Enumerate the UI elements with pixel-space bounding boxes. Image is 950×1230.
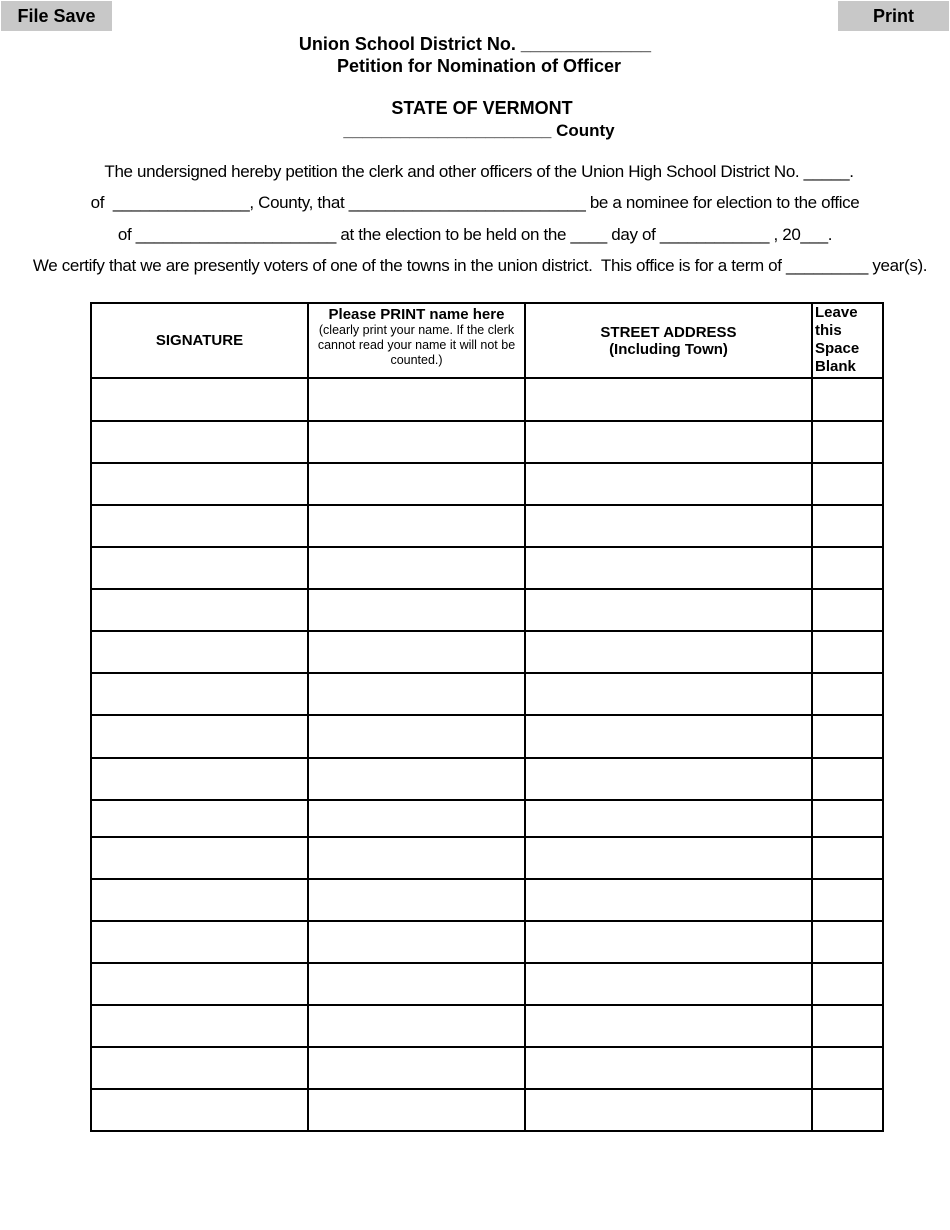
table-row	[91, 421, 883, 463]
statement-line-4: We certify that we are presently voters of one of the towns in the union district. This office is for a term of _________ year(s).	[32, 256, 928, 275]
print-name-cell[interactable]	[308, 378, 525, 421]
office-use-cell	[812, 879, 883, 921]
office-use-cell	[812, 631, 883, 673]
table-row	[91, 547, 883, 589]
street-address-cell[interactable]	[525, 921, 812, 963]
signature-cell[interactable]	[91, 378, 308, 421]
street-address-cell[interactable]	[525, 421, 812, 463]
signature-header: SIGNATURE	[91, 303, 308, 378]
table-row	[91, 837, 883, 879]
including-town-label: (Including Town)	[609, 340, 728, 358]
print-name-cell[interactable]	[308, 921, 525, 963]
signature-cell[interactable]	[91, 715, 308, 758]
statement-line-1: The undersigned hereby petition the clerk and other officers of the Union High School District No. _____.	[104, 162, 854, 181]
print-name-cell[interactable]	[308, 631, 525, 673]
leave-blank-line-2: this	[815, 322, 842, 339]
statement-line-3: of ______________________ at the election to be held on the ____ day of ____________ , 20___.	[117, 225, 833, 244]
county-line: ______________________ County	[343, 121, 615, 140]
print-name-cell[interactable]	[308, 963, 525, 1005]
table-header-row	[91, 303, 883, 378]
print-name-note: (clearly print your name. If the clerk cannot read your name it will not be counted.)	[317, 323, 516, 367]
street-address-cell[interactable]	[525, 800, 812, 837]
table-row	[91, 378, 883, 421]
street-address-cell[interactable]	[525, 1089, 812, 1131]
signature-cell[interactable]	[91, 1089, 308, 1131]
print-name-cell[interactable]	[308, 715, 525, 758]
street-address-label: STREET ADDRESS	[600, 323, 737, 341]
street-address-cell[interactable]	[525, 547, 812, 589]
street-address-cell[interactable]	[525, 673, 812, 715]
office-use-cell	[812, 547, 883, 589]
street-address-cell[interactable]	[525, 463, 812, 505]
signature-rows	[91, 378, 883, 1131]
signature-cell[interactable]	[91, 463, 308, 505]
table-row	[91, 631, 883, 673]
office-use-cell	[812, 921, 883, 963]
signature-cell[interactable]	[91, 879, 308, 921]
table-row	[91, 921, 883, 963]
print-button[interactable]: Print	[838, 1, 949, 31]
signature-cell[interactable]	[91, 673, 308, 715]
signature-cell[interactable]	[91, 921, 308, 963]
file-save-button[interactable]: File Save	[1, 1, 112, 31]
state-heading: STATE OF VERMONT	[391, 98, 573, 118]
signature-cell[interactable]	[91, 421, 308, 463]
print-name-header	[308, 303, 525, 378]
office-use-cell	[812, 963, 883, 1005]
table-row	[91, 800, 883, 837]
street-address-cell[interactable]	[525, 1005, 812, 1047]
signature-cell[interactable]	[91, 758, 308, 800]
table-row	[91, 505, 883, 547]
table-row	[91, 1047, 883, 1089]
office-use-cell	[812, 758, 883, 800]
street-address-header	[525, 303, 812, 378]
table-row	[91, 1089, 883, 1131]
print-name-cell[interactable]	[308, 1047, 525, 1089]
street-address-cell[interactable]	[525, 378, 812, 421]
office-use-cell	[812, 589, 883, 631]
petition-title: Petition for Nomination of Officer	[337, 56, 621, 76]
print-name-cell[interactable]	[308, 463, 525, 505]
leave-blank-header	[812, 303, 883, 378]
print-name-cell[interactable]	[308, 589, 525, 631]
signature-cell[interactable]	[91, 1005, 308, 1047]
district-heading: Union School District No. _____________	[298, 34, 652, 54]
signature-cell[interactable]	[91, 963, 308, 1005]
table-row	[91, 879, 883, 921]
signature-cell[interactable]	[91, 837, 308, 879]
street-address-cell[interactable]	[525, 1047, 812, 1089]
signature-cell[interactable]	[91, 505, 308, 547]
leave-blank-line-4: Blank	[815, 358, 856, 375]
office-use-cell	[812, 1089, 883, 1131]
street-address-cell[interactable]	[525, 589, 812, 631]
table-row	[91, 963, 883, 1005]
signature-cell[interactable]	[91, 547, 308, 589]
signature-cell[interactable]	[91, 631, 308, 673]
table-row	[91, 673, 883, 715]
print-name-cell[interactable]	[308, 1089, 525, 1131]
street-address-cell[interactable]	[525, 879, 812, 921]
office-use-cell	[812, 837, 883, 879]
table-row	[91, 1005, 883, 1047]
street-address-cell[interactable]	[525, 715, 812, 758]
table-row	[91, 715, 883, 758]
table-row	[91, 463, 883, 505]
office-use-cell	[812, 463, 883, 505]
print-name-cell[interactable]	[308, 837, 525, 879]
print-name-cell[interactable]	[308, 673, 525, 715]
print-name-cell[interactable]	[308, 505, 525, 547]
street-address-cell[interactable]	[525, 505, 812, 547]
signature-cell[interactable]	[91, 589, 308, 631]
office-use-cell	[812, 1005, 883, 1047]
print-name-cell[interactable]	[308, 1005, 525, 1047]
office-use-cell	[812, 673, 883, 715]
street-address-cell[interactable]	[525, 758, 812, 800]
office-use-cell	[812, 1047, 883, 1089]
print-name-cell[interactable]	[308, 879, 525, 921]
office-use-cell	[812, 800, 883, 837]
statement-line-2: of _______________, County, that __________________________ be a nominee for election to the office	[90, 193, 860, 212]
table-row	[91, 758, 883, 800]
office-use-cell	[812, 505, 883, 547]
leave-blank-line-1: Leave	[815, 304, 858, 321]
office-use-cell	[812, 715, 883, 758]
signature-table	[90, 302, 884, 1132]
print-name-label: Please PRINT name here	[328, 306, 505, 323]
table-row	[91, 589, 883, 631]
office-use-cell	[812, 421, 883, 463]
street-address-cell[interactable]	[525, 963, 812, 1005]
signature-cell[interactable]	[91, 800, 308, 837]
print-name-cell[interactable]	[308, 547, 525, 589]
street-address-cell[interactable]	[525, 837, 812, 879]
signature-cell[interactable]	[91, 1047, 308, 1089]
print-name-cell[interactable]	[308, 758, 525, 800]
office-use-cell	[812, 378, 883, 421]
print-name-cell[interactable]	[308, 800, 525, 837]
leave-blank-line-3: Space	[815, 340, 860, 357]
print-name-cell[interactable]	[308, 421, 525, 463]
street-address-cell[interactable]	[525, 631, 812, 673]
